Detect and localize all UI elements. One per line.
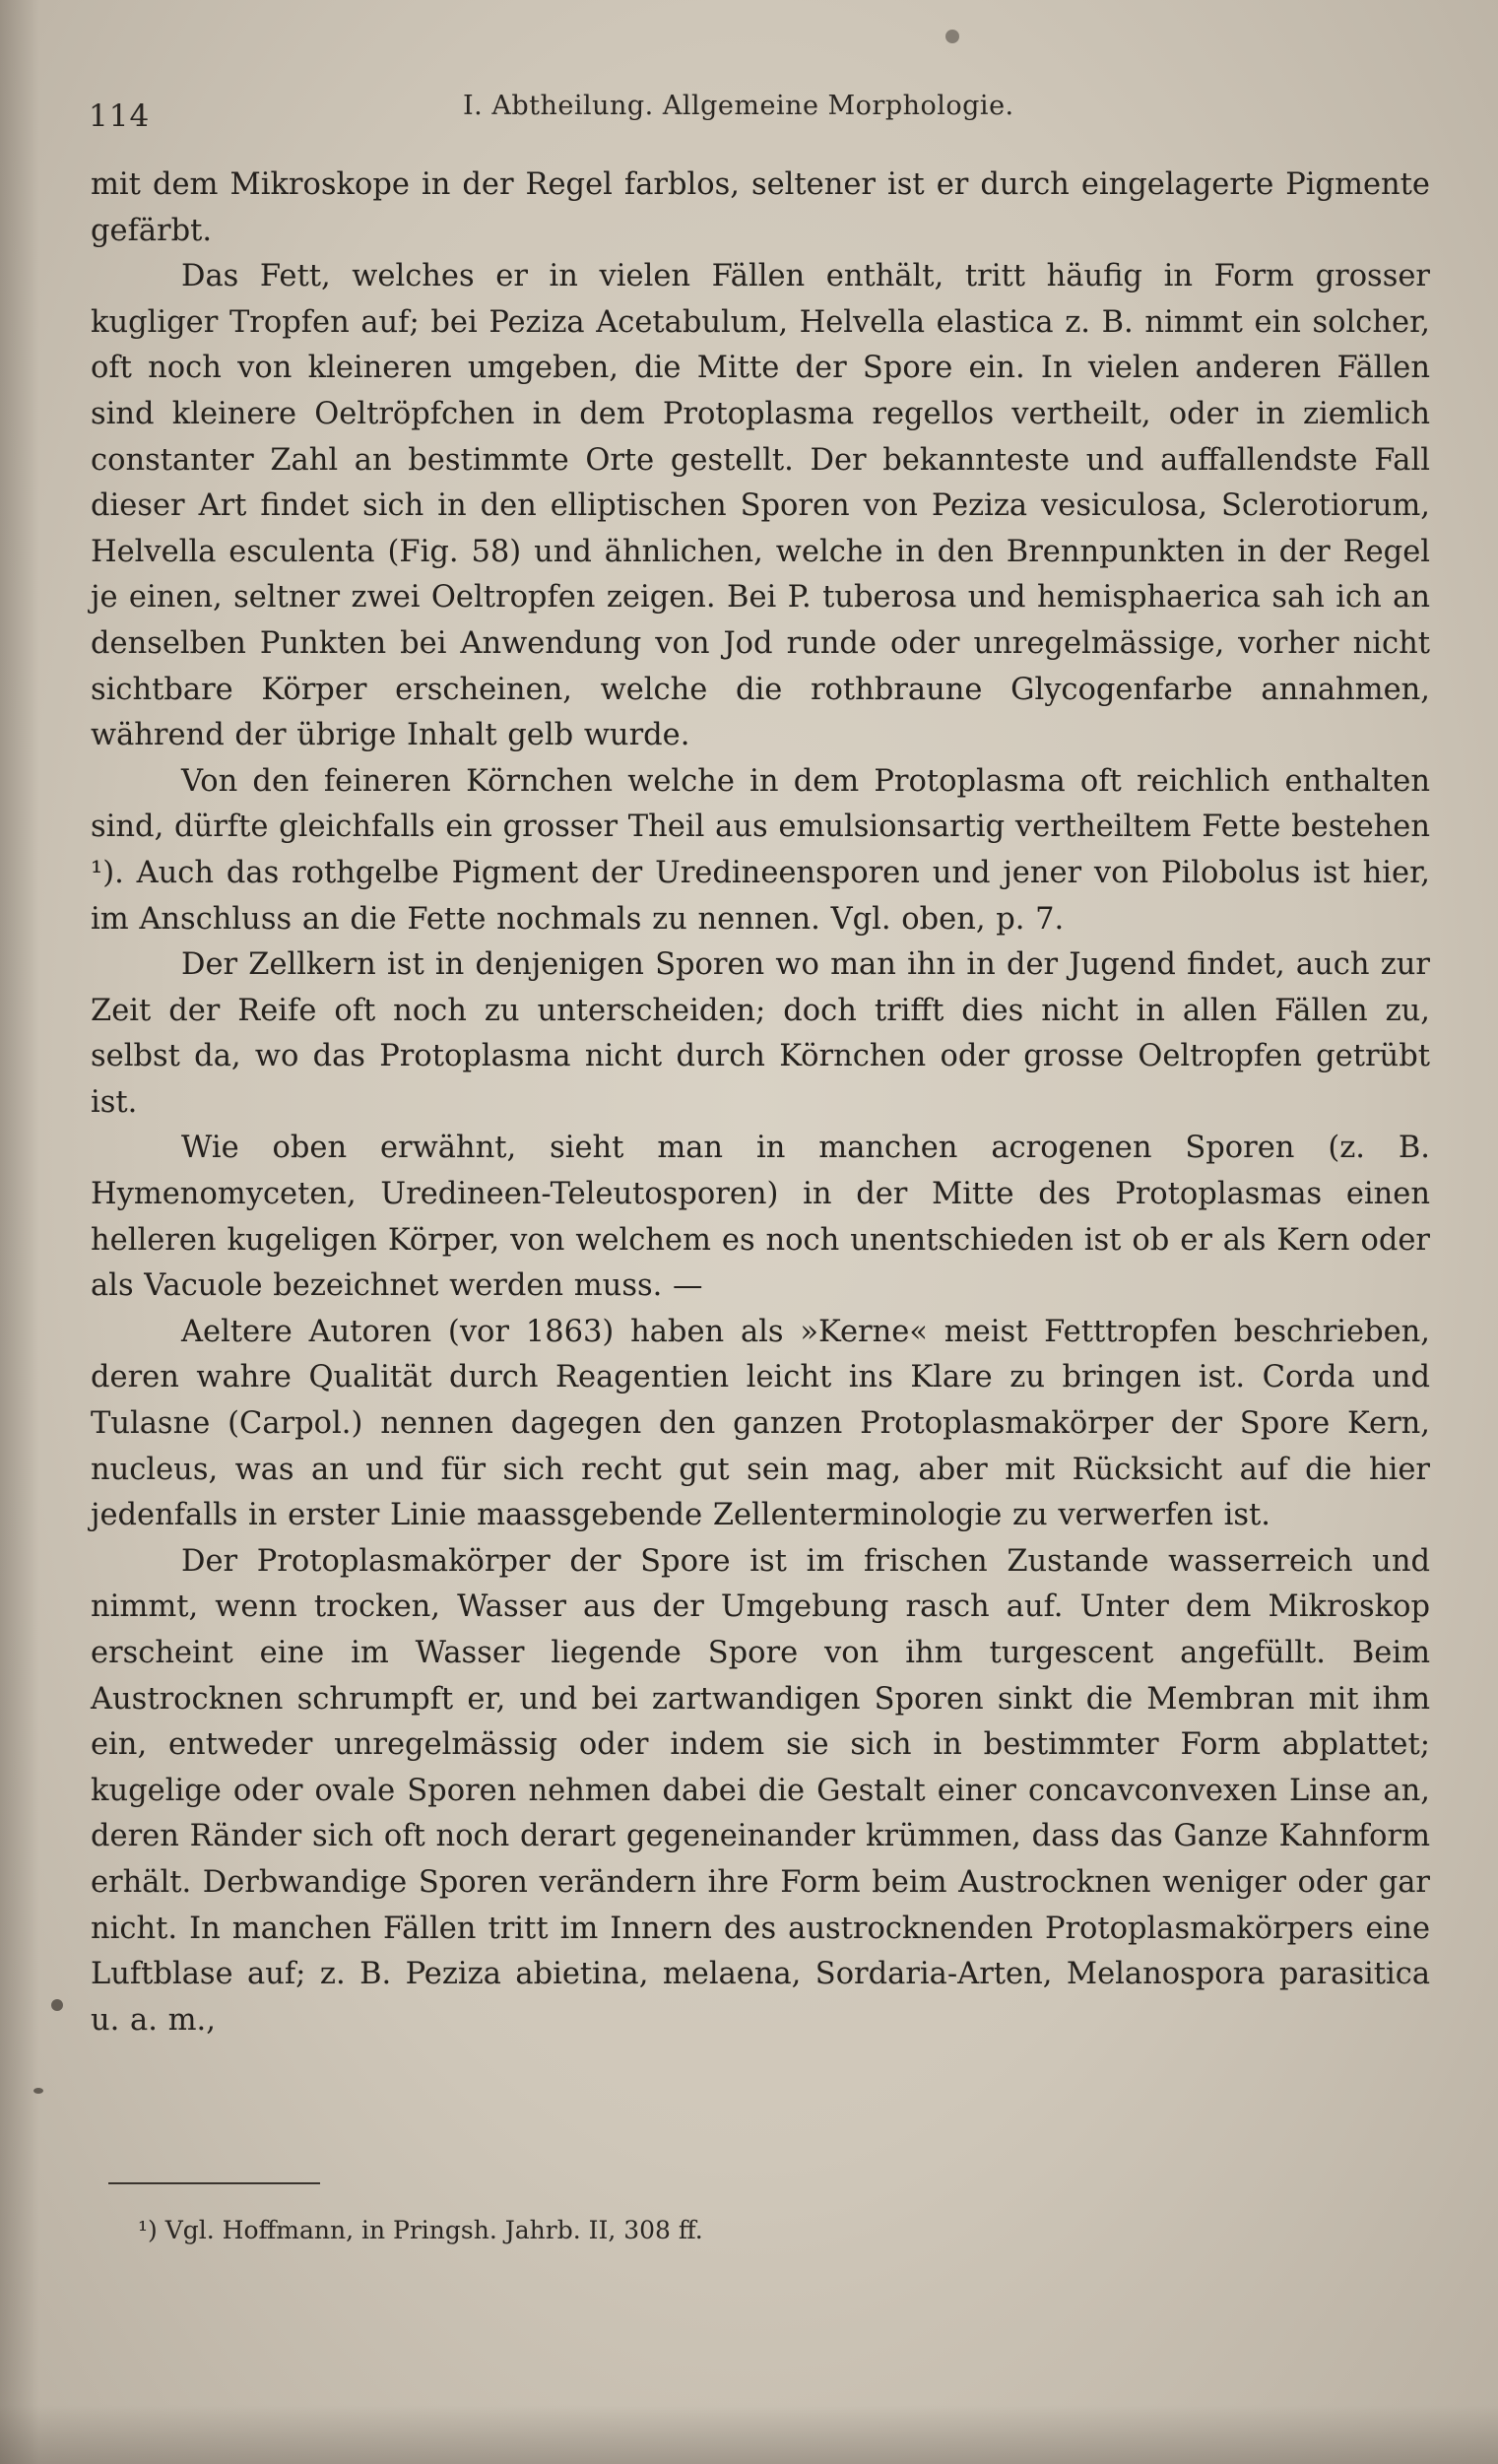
paragraph-7: Der Protoplasmakörper der Spore ist im frischen Zustande wasserreich und nimmt, wenn trocken, Wasser aus der Umgebung rasch auf. Unter dem Mikroskop erscheint eine im Wasser liegende Spore von ihm turgescent angefüllt. Beim Austrocknen schrumpft er, und bei zartwandigen Sporen sinkt die Membran mit ihm ein, entweder unregelmässig oder indem sie sich in bestimmter Form abplattet; kugelige oder ovale Sporen nehmen dabei die Gestalt einer concavconvexen Linse an, deren Ränder sich oft noch derart gegeneinander krümmen, dass das Ganze Kahnform erhält. Derbwandige Sporen verändern ihre Form beim Austrocknen weniger oder gar nicht. In manchen Fällen tritt im Innern des austrocknenden Protoplasmakörpers eine Luftblase auf; z. B. Peziza abietina, melaena, Sordaria-Arten, Melanospora parasitica u. a. m., (91, 1543, 1430, 2038)
page-edge-shadow-bottom (0, 2405, 1498, 2464)
footnote-rule (108, 2182, 320, 2184)
paragraph-6: Aeltere Autoren (vor 1863) haben als »Kerne« meist Fetttropfen beschrieben, deren wahre Qualität durch Reagentien leicht ins Klare zu bringen ist. Corda und Tulasne (Carpol.) nennen dagegen den ganzen Protoplasmakörper der Spore Kern, nucleus, was an und für sich recht gut sein mag, aber mit Rücksicht auf die hier jedenfalls in erster Linie maassgebende Zellenterminologie zu verwerfen ist. (91, 1314, 1430, 1533)
page-header (89, 91, 1428, 134)
ink-speck (33, 2088, 43, 2094)
paragraph-2: Das Fett, welches er in vielen Fällen enthält, tritt häufig in Form grosser kugliger Tropfen auf; bei Peziza Acetabulum, Helvella elastica z. B. nimmt ein solcher, oft noch von kleineren umgeben, die Mitte der Spore ein. In vielen anderen Fällen sind kleinere Oeltröpfchen in dem Protoplasma regellos vertheilt, oder in ziemlich constanter Zahl an bestimmte Orte gestellt. Der bekannteste und auffallendste Fall dieser Art findet sich in den elliptischen Sporen von Peziza vesiculosa, Sclerotiorum, Helvella esculenta (Fig. 58) und ähnlichen, welche in den Brennpunkten in der Regel je einen, seltner zwei Oeltropfen zeigen. Bei P. tuberosa und hemisphaerica sah ich an denselben Punkten bei Anwendung von Jod runde oder unregelmässige, vorher nicht sichtbare Körper erscheinen, welche die rothbraune Glycogenfarbe annahmen, während der übrige Inhalt gelb wurde. (91, 259, 1430, 753)
page-edge-shadow-left (0, 0, 39, 2464)
running-head: I. Abtheilung. Allgemeine Morphologie. (463, 91, 1014, 121)
paragraph-3: Von den feineren Körnchen welche in dem Protoplasma oft reichlich enthalten sind, dürfte gleichfalls ein grosser Theil aus emulsionsartig vertheiltem Fette bestehen ¹). Auch das rothgelbe Pigment der Uredineensporen und jener von Pilobolus ist hier, im Anschluss an die Fette nochmals zu nennen. Vgl. oben, p. 7. (91, 763, 1430, 937)
paragraph-5: Wie oben erwähnt, sieht man in manchen acrogenen Sporen (z. B. Hymenomyceten, Uredineen-Teleutosporen) in der Mitte des Protoplasmas einen helleren kugeligen Körper, von welchem es noch unentschieden ist ob er als Kern oder als Vacuole bezeichnet werden muss. — (91, 1131, 1430, 1304)
paragraph-1: mit dem Mikroskope in der Regel farblos, seltener ist er durch eingelagerte Pigmente gefärbt. (91, 167, 1430, 248)
ink-speck (945, 30, 959, 43)
page-number: 114 (89, 98, 151, 134)
ink-speck (51, 1999, 63, 2011)
footnote: ¹) Vgl. Hoffmann, in Pringsh. Jahrb. II, 308 ff. (138, 2216, 703, 2244)
paragraph-4: Der Zellkern ist in denjenigen Sporen wo man ihn in der Jugend findet, auch zur Zeit der Reife oft noch zu unterscheiden; doch trifft dies nicht in allen Fällen zu, selbst da, wo das Protoplasma nicht durch Körnchen oder grosse Oeltropfen getrübt ist. (91, 947, 1430, 1120)
body-text (91, 162, 1430, 2043)
